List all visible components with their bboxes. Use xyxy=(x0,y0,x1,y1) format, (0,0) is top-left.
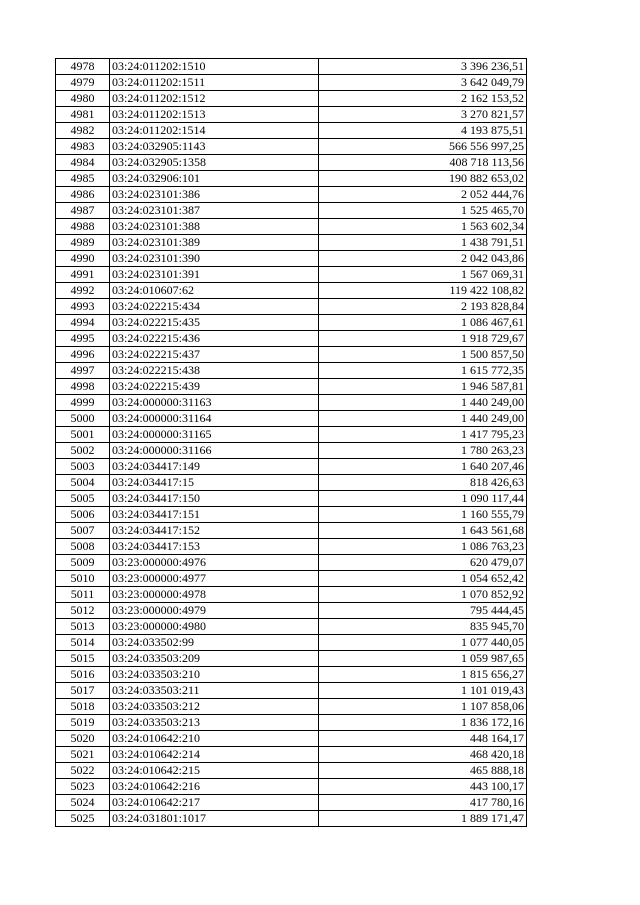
cadastral-number-cell: 03:24:034417:150 xyxy=(110,491,319,507)
row-number-cell: 4989 xyxy=(56,235,110,251)
cadastral-number-cell: 03:24:033503:213 xyxy=(110,715,319,731)
row-number-cell: 4983 xyxy=(56,139,110,155)
row-number-cell: 5007 xyxy=(56,523,110,539)
row-number-cell: 4978 xyxy=(56,59,110,75)
cadastral-value-cell: 1 643 561,68 xyxy=(319,523,527,539)
cadastral-value-cell: 1 417 795,23 xyxy=(319,427,527,443)
table-row xyxy=(56,523,527,539)
cadastral-value-cell: 1 918 729,67 xyxy=(319,331,527,347)
cadastral-value-cell: 1 889 171,47 xyxy=(319,811,527,827)
row-number-cell: 5003 xyxy=(56,459,110,475)
table-row xyxy=(56,123,527,139)
cadastral-value-cell: 190 882 653,02 xyxy=(319,171,527,187)
cadastral-number-cell: 03:24:023101:388 xyxy=(110,219,319,235)
table-row xyxy=(56,171,527,187)
table-row xyxy=(56,107,527,123)
cadastral-number-cell: 03:24:000000:31166 xyxy=(110,443,319,459)
cadastral-number-cell: 03:24:033503:209 xyxy=(110,651,319,667)
row-number-cell: 5008 xyxy=(56,539,110,555)
row-number-cell: 4990 xyxy=(56,251,110,267)
table-row xyxy=(56,507,527,523)
cadastral-value-cell: 468 420,18 xyxy=(319,747,527,763)
row-number-cell: 5001 xyxy=(56,427,110,443)
cadastral-value-cell: 1 640 207,46 xyxy=(319,459,527,475)
table-row xyxy=(56,491,527,507)
row-number-cell: 4998 xyxy=(56,379,110,395)
row-number-cell: 5011 xyxy=(56,587,110,603)
cadastral-number-cell: 03:24:010642:217 xyxy=(110,795,319,811)
cadastral-number-cell: 03:24:022215:434 xyxy=(110,299,319,315)
table-row xyxy=(56,267,527,283)
cadastral-value-cell: 1 101 019,43 xyxy=(319,683,527,699)
cadastral-number-cell: 03:24:033503:212 xyxy=(110,699,319,715)
cadastral-value-cell: 119 422 108,82 xyxy=(319,283,527,299)
row-number-cell: 4980 xyxy=(56,91,110,107)
row-number-cell: 4981 xyxy=(56,107,110,123)
cadastral-number-cell: 03:24:034417:151 xyxy=(110,507,319,523)
cadastral-number-cell: 03:24:022215:435 xyxy=(110,315,319,331)
row-number-cell: 5019 xyxy=(56,715,110,731)
table-row xyxy=(56,203,527,219)
row-number-cell: 5002 xyxy=(56,443,110,459)
cadastral-value-cell: 1 567 069,31 xyxy=(319,267,527,283)
cadastral-value-cell: 1 836 172,16 xyxy=(319,715,527,731)
cadastral-value-cell: 417 780,16 xyxy=(319,795,527,811)
cadastral-number-cell: 03:24:034417:149 xyxy=(110,459,319,475)
cadastral-value-cell: 4 193 875,51 xyxy=(319,123,527,139)
cadastral-number-cell: 03:24:011202:1514 xyxy=(110,123,319,139)
table-row xyxy=(56,811,527,827)
table-row xyxy=(56,667,527,683)
cadastral-number-cell: 03:23:000000:4976 xyxy=(110,555,319,571)
table-row xyxy=(56,219,527,235)
cadastral-value-cell: 835 945,70 xyxy=(319,619,527,635)
cadastral-value-cell: 1 054 652,42 xyxy=(319,571,527,587)
row-number-cell: 5005 xyxy=(56,491,110,507)
row-number-cell: 4997 xyxy=(56,363,110,379)
cadastral-number-cell: 03:23:000000:4980 xyxy=(110,619,319,635)
table-row xyxy=(56,139,527,155)
cadastral-value-cell: 1 500 857,50 xyxy=(319,347,527,363)
row-number-cell: 4985 xyxy=(56,171,110,187)
cadastral-value-cell: 3 642 049,79 xyxy=(319,75,527,91)
cadastral-value-cell: 795 444,45 xyxy=(319,603,527,619)
table-row xyxy=(56,715,527,731)
table-row xyxy=(56,587,527,603)
cadastral-value-cell: 1 070 852,92 xyxy=(319,587,527,603)
cadastral-number-cell: 03:23:000000:4977 xyxy=(110,571,319,587)
row-number-cell: 4991 xyxy=(56,267,110,283)
table-row xyxy=(56,235,527,251)
cadastral-value-cell: 1 086 467,61 xyxy=(319,315,527,331)
cadastral-value-cell: 1 440 249,00 xyxy=(319,395,527,411)
cadastral-value-cell: 1 077 440,05 xyxy=(319,635,527,651)
cadastral-value-cell: 1 086 763,23 xyxy=(319,539,527,555)
cadastral-value-table xyxy=(55,58,527,827)
table-row xyxy=(56,379,527,395)
row-number-cell: 5013 xyxy=(56,619,110,635)
cadastral-value-cell: 1 815 656,27 xyxy=(319,667,527,683)
table-row xyxy=(56,475,527,491)
cadastral-value-cell: 2 162 153,52 xyxy=(319,91,527,107)
cadastral-value-cell: 2 042 043,86 xyxy=(319,251,527,267)
table-row xyxy=(56,347,527,363)
cadastral-value-cell: 620 479,07 xyxy=(319,555,527,571)
table-row xyxy=(56,59,527,75)
table-row xyxy=(56,427,527,443)
row-number-cell: 5006 xyxy=(56,507,110,523)
table-row xyxy=(56,443,527,459)
cadastral-number-cell: 03:24:011202:1510 xyxy=(110,59,319,75)
cadastral-value-cell: 818 426,63 xyxy=(319,475,527,491)
cadastral-value-cell: 1 059 987,65 xyxy=(319,651,527,667)
cadastral-number-cell: 03:24:023101:389 xyxy=(110,235,319,251)
table-row xyxy=(56,555,527,571)
cadastral-value-cell: 3 270 821,57 xyxy=(319,107,527,123)
row-number-cell: 4979 xyxy=(56,75,110,91)
row-number-cell: 5022 xyxy=(56,763,110,779)
table-row xyxy=(56,539,527,555)
row-number-cell: 5016 xyxy=(56,667,110,683)
cadastral-value-cell: 566 556 997,25 xyxy=(319,139,527,155)
row-number-cell: 5017 xyxy=(56,683,110,699)
cadastral-number-cell: 03:24:010642:216 xyxy=(110,779,319,795)
table-row xyxy=(56,571,527,587)
row-number-cell: 5000 xyxy=(56,411,110,427)
row-number-cell: 5010 xyxy=(56,571,110,587)
cadastral-number-cell: 03:24:011202:1513 xyxy=(110,107,319,123)
row-number-cell: 5018 xyxy=(56,699,110,715)
table-row xyxy=(56,459,527,475)
row-number-cell: 4986 xyxy=(56,187,110,203)
cadastral-value-cell: 1 615 772,35 xyxy=(319,363,527,379)
cadastral-number-cell: 03:24:022215:438 xyxy=(110,363,319,379)
cadastral-number-cell: 03:24:034417:152 xyxy=(110,523,319,539)
table-row xyxy=(56,363,527,379)
cadastral-value-cell: 1 440 249,00 xyxy=(319,411,527,427)
table-row xyxy=(56,651,527,667)
table-row xyxy=(56,763,527,779)
table-row xyxy=(56,779,527,795)
cadastral-value-cell: 2 052 444,76 xyxy=(319,187,527,203)
table-body xyxy=(56,59,527,827)
cadastral-number-cell: 03:23:000000:4979 xyxy=(110,603,319,619)
cadastral-value-cell: 1 090 117,44 xyxy=(319,491,527,507)
cadastral-number-cell: 03:24:033502:99 xyxy=(110,635,319,651)
row-number-cell: 5025 xyxy=(56,811,110,827)
cadastral-value-cell: 1 946 587,81 xyxy=(319,379,527,395)
cadastral-value-cell: 465 888,18 xyxy=(319,763,527,779)
cadastral-number-cell: 03:24:000000:31164 xyxy=(110,411,319,427)
row-number-cell: 5004 xyxy=(56,475,110,491)
row-number-cell: 5020 xyxy=(56,731,110,747)
table-row xyxy=(56,747,527,763)
table-row xyxy=(56,411,527,427)
cadastral-value-cell: 1 438 791,51 xyxy=(319,235,527,251)
cadastral-number-cell: 03:24:033503:210 xyxy=(110,667,319,683)
table-row xyxy=(56,75,527,91)
row-number-cell: 5023 xyxy=(56,779,110,795)
cadastral-number-cell: 03:24:023101:386 xyxy=(110,187,319,203)
row-number-cell: 5024 xyxy=(56,795,110,811)
row-number-cell: 4992 xyxy=(56,283,110,299)
cadastral-value-cell: 1 525 465,70 xyxy=(319,203,527,219)
table-row xyxy=(56,603,527,619)
row-number-cell: 4993 xyxy=(56,299,110,315)
table-row xyxy=(56,283,527,299)
table-row xyxy=(56,699,527,715)
table-row xyxy=(56,315,527,331)
cadastral-number-cell: 03:24:010607:62 xyxy=(110,283,319,299)
row-number-cell: 5009 xyxy=(56,555,110,571)
cadastral-number-cell: 03:24:023101:391 xyxy=(110,267,319,283)
table-row xyxy=(56,331,527,347)
cadastral-number-cell: 03:24:010642:210 xyxy=(110,731,319,747)
cadastral-value-cell: 408 718 113,56 xyxy=(319,155,527,171)
cadastral-number-cell: 03:24:031801:1017 xyxy=(110,811,319,827)
table-row xyxy=(56,731,527,747)
row-number-cell: 4996 xyxy=(56,347,110,363)
cadastral-number-cell: 03:24:032905:1358 xyxy=(110,155,319,171)
cadastral-number-cell: 03:24:022215:439 xyxy=(110,379,319,395)
cadastral-value-cell: 1 160 555,79 xyxy=(319,507,527,523)
cadastral-number-cell: 03:24:010642:214 xyxy=(110,747,319,763)
cadastral-number-cell: 03:24:034417:153 xyxy=(110,539,319,555)
row-number-cell: 5021 xyxy=(56,747,110,763)
row-number-cell: 5015 xyxy=(56,651,110,667)
cadastral-number-cell: 03:24:032906:101 xyxy=(110,171,319,187)
row-number-cell: 4995 xyxy=(56,331,110,347)
table-row xyxy=(56,635,527,651)
cadastral-value-cell: 1 780 263,23 xyxy=(319,443,527,459)
row-number-cell: 5014 xyxy=(56,635,110,651)
cadastral-number-cell: 03:24:011202:1512 xyxy=(110,91,319,107)
cadastral-number-cell: 03:24:034417:15 xyxy=(110,475,319,491)
cadastral-value-cell: 2 193 828,84 xyxy=(319,299,527,315)
table-row xyxy=(56,187,527,203)
row-number-cell: 4984 xyxy=(56,155,110,171)
cadastral-number-cell: 03:24:023101:387 xyxy=(110,203,319,219)
row-number-cell: 5012 xyxy=(56,603,110,619)
row-number-cell: 4999 xyxy=(56,395,110,411)
cadastral-number-cell: 03:24:000000:31165 xyxy=(110,427,319,443)
cadastral-number-cell: 03:24:023101:390 xyxy=(110,251,319,267)
table-row xyxy=(56,155,527,171)
cadastral-number-cell: 03:24:033503:211 xyxy=(110,683,319,699)
table-row xyxy=(56,795,527,811)
table-row xyxy=(56,299,527,315)
table-row xyxy=(56,683,527,699)
cadastral-value-cell: 443 100,17 xyxy=(319,779,527,795)
cadastral-number-cell: 03:24:032905:1143 xyxy=(110,139,319,155)
row-number-cell: 4994 xyxy=(56,315,110,331)
table-row xyxy=(56,251,527,267)
table-row xyxy=(56,619,527,635)
table-row xyxy=(56,91,527,107)
cadastral-number-cell: 03:24:000000:31163 xyxy=(110,395,319,411)
cadastral-value-cell: 1 563 602,34 xyxy=(319,219,527,235)
table-row xyxy=(56,395,527,411)
cadastral-number-cell: 03:24:022215:436 xyxy=(110,331,319,347)
row-number-cell: 4982 xyxy=(56,123,110,139)
cadastral-number-cell: 03:23:000000:4978 xyxy=(110,587,319,603)
cadastral-value-cell: 1 107 858,06 xyxy=(319,699,527,715)
cadastral-value-cell: 448 164,17 xyxy=(319,731,527,747)
row-number-cell: 4987 xyxy=(56,203,110,219)
cadastral-number-cell: 03:24:011202:1511 xyxy=(110,75,319,91)
row-number-cell: 4988 xyxy=(56,219,110,235)
cadastral-value-cell: 3 396 236,51 xyxy=(319,59,527,75)
cadastral-number-cell: 03:24:022215:437 xyxy=(110,347,319,363)
cadastral-number-cell: 03:24:010642:215 xyxy=(110,763,319,779)
